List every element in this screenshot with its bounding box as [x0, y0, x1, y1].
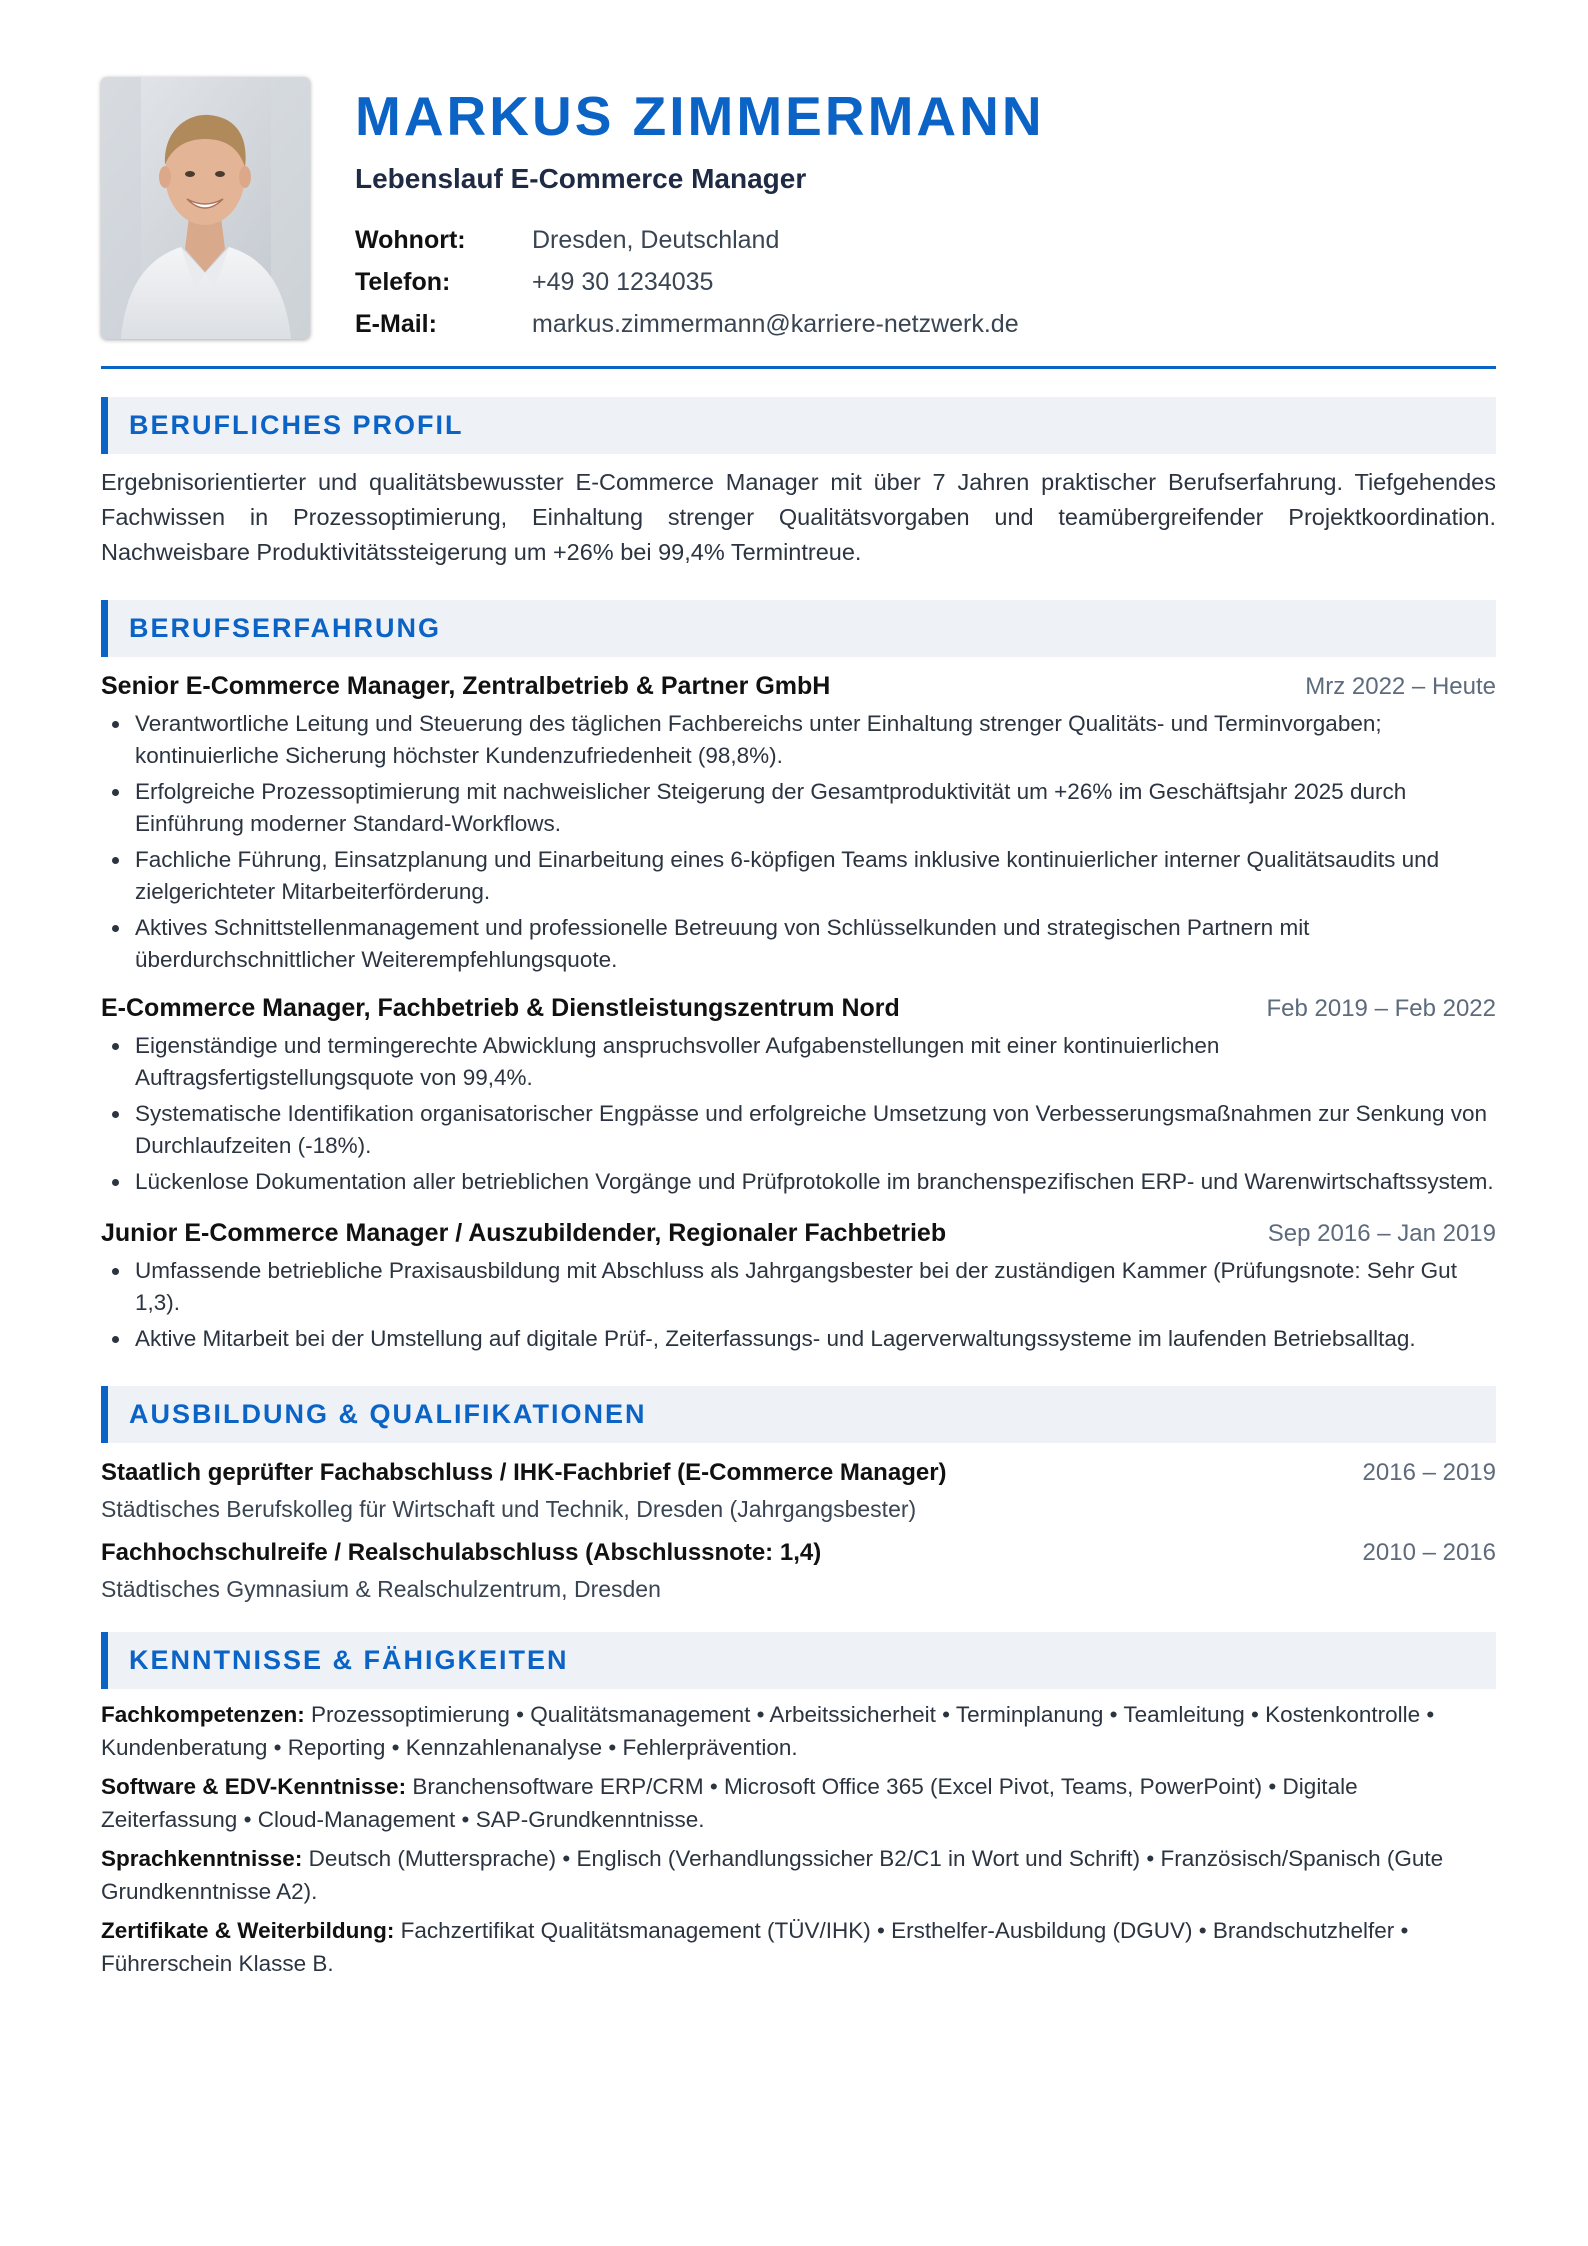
profile-summary: Ergebnisorientierter und qualitätsbewusster E-Commerce Manager mit über 7 Jahren praktischer Berufserfahrung. Tiefgehendes Fachwissen in Prozessoptimierung, Einhaltung strenger Qualitätsvorgaben und teamübergreifender Projektkoordination. Nachweisbare Produktivitätssteigerung um +26% bei 99,4% Termintreue. — [101, 469, 1496, 565]
job-bullets — [101, 1255, 1496, 1355]
contact-label: Wohnort: — [355, 225, 466, 254]
document-subtitle: Lebenslauf E-Commerce Manager — [355, 163, 807, 194]
contact-value: +49 30 1234035 — [532, 267, 714, 296]
skill-label: Sprachkenntnisse: — [101, 1846, 303, 1871]
job-bullets — [101, 708, 1496, 976]
section-heading-skills — [101, 1632, 1496, 1689]
education-entry — [101, 1459, 1496, 1525]
education-date: 2016 – 2019 — [1362, 1459, 1496, 1486]
profile-photo — [101, 77, 310, 339]
job-title: Senior E-Commerce Manager, Zentralbetrieb & Partner GmbH — [101, 672, 831, 700]
section-title: AUSBILDUNG & QUALIFIKATIONEN — [129, 1399, 647, 1429]
job-entry — [101, 1219, 1496, 1359]
header-divider — [101, 366, 1496, 369]
job-entry — [101, 672, 1496, 980]
contact-label: Telefon: — [355, 267, 451, 296]
list-item: Aktives Schnittstellenmanagement und professionelle Betreuung von Schlüsselkunden und strategischen Partnern mit überdurchschnittlicher Weiterempfehlungsquote. — [135, 912, 1496, 976]
contact-value: markus.zimmermann@karriere-netzwerk.de — [532, 309, 1019, 338]
job-title: Junior E-Commerce Manager / Auszubildender, Regionaler Fachbetrieb — [101, 1219, 947, 1247]
skill-row — [101, 1842, 1496, 1908]
skill-label: Software & EDV-Kenntnisse: — [101, 1774, 407, 1799]
contact-label: E-Mail: — [355, 309, 437, 338]
contact-value: Dresden, Deutschland — [532, 225, 780, 254]
contact-email — [355, 303, 1019, 345]
contact-phone — [355, 261, 1019, 303]
education-institution: Städtisches Gymnasium & Realschulzentrum, Dresden — [101, 1576, 661, 1602]
skill-row — [101, 1770, 1496, 1836]
contact-residence — [355, 219, 1019, 261]
contact-list — [355, 219, 1019, 345]
skills-list — [101, 1698, 1496, 1986]
job-date: Feb 2019 – Feb 2022 — [1266, 995, 1496, 1022]
education-date: 2010 – 2016 — [1362, 1539, 1496, 1566]
job-date: Sep 2016 – Jan 2019 — [1267, 1220, 1496, 1247]
list-item: Verantwortliche Leitung und Steuerung des täglichen Fachbereichs unter Einhaltung strenger Qualitäts- und Terminvorgaben; kontinuierliche Sicherung höchster Kundenzufriedenheit (98,8%). — [135, 708, 1496, 772]
skill-row — [101, 1698, 1496, 1764]
skill-text: Fachzertifikat Qualitätsmanagement (TÜV/IHK) • Ersthelfer-Ausbildung (DGUV) • Brandschutzhelfer • Führerschein Klasse B. — [101, 1918, 1409, 1976]
list-item: Systematische Identifikation organisatorischer Engpässe und erfolgreiche Umsetzung von Verbesserungsmaßnahmen zur Senkung von Durchlaufzeiten (-18%). — [135, 1098, 1496, 1162]
section-title: BERUFLICHES PROFIL — [129, 410, 464, 440]
skill-row — [101, 1914, 1496, 1980]
education-entry — [101, 1539, 1496, 1605]
skill-text: Prozessoptimierung • Qualitätsmanagement • Arbeitssicherheit • Terminplanung • Teamleitung • Kostenkontrolle • Kundenberatung • Reporting • Kennzahlenanalyse • Fehlerprävention. — [101, 1702, 1435, 1760]
list-item: Eigenständige und termingerechte Abwicklung anspruchsvoller Aufgabenstellungen mit einer kontinuierlichen Auftragsfertigstellungsquote von 99,4%. — [135, 1030, 1496, 1094]
candidate-name: MARKUS ZIMMERMANN — [355, 85, 1045, 147]
list-item: Aktive Mitarbeit bei der Umstellung auf digitale Prüf-, Zeiterfassungs- und Lagerverwaltungssysteme im laufenden Betriebsalltag. — [135, 1323, 1496, 1355]
job-entry — [101, 994, 1496, 1202]
job-bullets — [101, 1030, 1496, 1198]
section-title: BERUFSERFAHRUNG — [129, 613, 442, 643]
job-date: Mrz 2022 – Heute — [1305, 673, 1496, 700]
skill-label: Fachkompetenzen: — [101, 1702, 305, 1727]
portrait-image — [101, 77, 310, 339]
list-item: Lückenlose Dokumentation aller betrieblichen Vorgänge und Prüfprotokolle im branchenspezifischen ERP- und Warenwirtschaftssystem. — [135, 1166, 1496, 1198]
job-title: E-Commerce Manager, Fachbetrieb & Dienstleistungszentrum Nord — [101, 994, 900, 1022]
section-title: KENNTNISSE & FÄHIGKEITEN — [129, 1645, 569, 1675]
skill-label: Zertifikate & Weiterbildung: — [101, 1918, 395, 1943]
section-heading-profile — [101, 397, 1496, 454]
list-item: Erfolgreiche Prozessoptimierung mit nachweislicher Steigerung der Gesamtproduktivität um +26% im Geschäftsjahr 2025 durch Einführung moderner Standard-Workflows. — [135, 776, 1496, 840]
skill-text: Deutsch (Muttersprache) • Englisch (Verhandlungssicher B2/C1 in Wort und Schrift) • Französisch/Spanisch (Gute Grundkenntnisse A2). — [101, 1846, 1444, 1904]
education-institution: Städtisches Berufskolleg für Wirtschaft und Technik, Dresden (Jahrgangsbester) — [101, 1496, 917, 1522]
list-item: Fachliche Führung, Einsatzplanung und Einarbeitung eines 6-köpfigen Teams inklusive kontinuierlicher interner Qualitätsaudits und zielgerichteter Mitarbeiterförderung. — [135, 844, 1496, 908]
section-heading-experience — [101, 600, 1496, 657]
education-title: Staatlich geprüfter Fachabschluss / IHK-Fachbrief (E-Commerce Manager) — [101, 1459, 947, 1486]
section-heading-education — [101, 1386, 1496, 1443]
skill-text: Branchensoftware ERP/CRM • Microsoft Office 365 (Excel Pivot, Teams, PowerPoint) • Digitale Zeiterfassung • Cloud-Management • SAP-Grundkenntnisse. — [101, 1774, 1358, 1832]
list-item: Umfassende betriebliche Praxisausbildung mit Abschluss als Jahrgangsbester bei der zuständigen Kammer (Prüfungsnote: Sehr Gut 1,3). — [135, 1255, 1496, 1319]
education-title: Fachhochschulreife / Realschulabschluss (Abschlussnote: 1,4) — [101, 1539, 822, 1566]
